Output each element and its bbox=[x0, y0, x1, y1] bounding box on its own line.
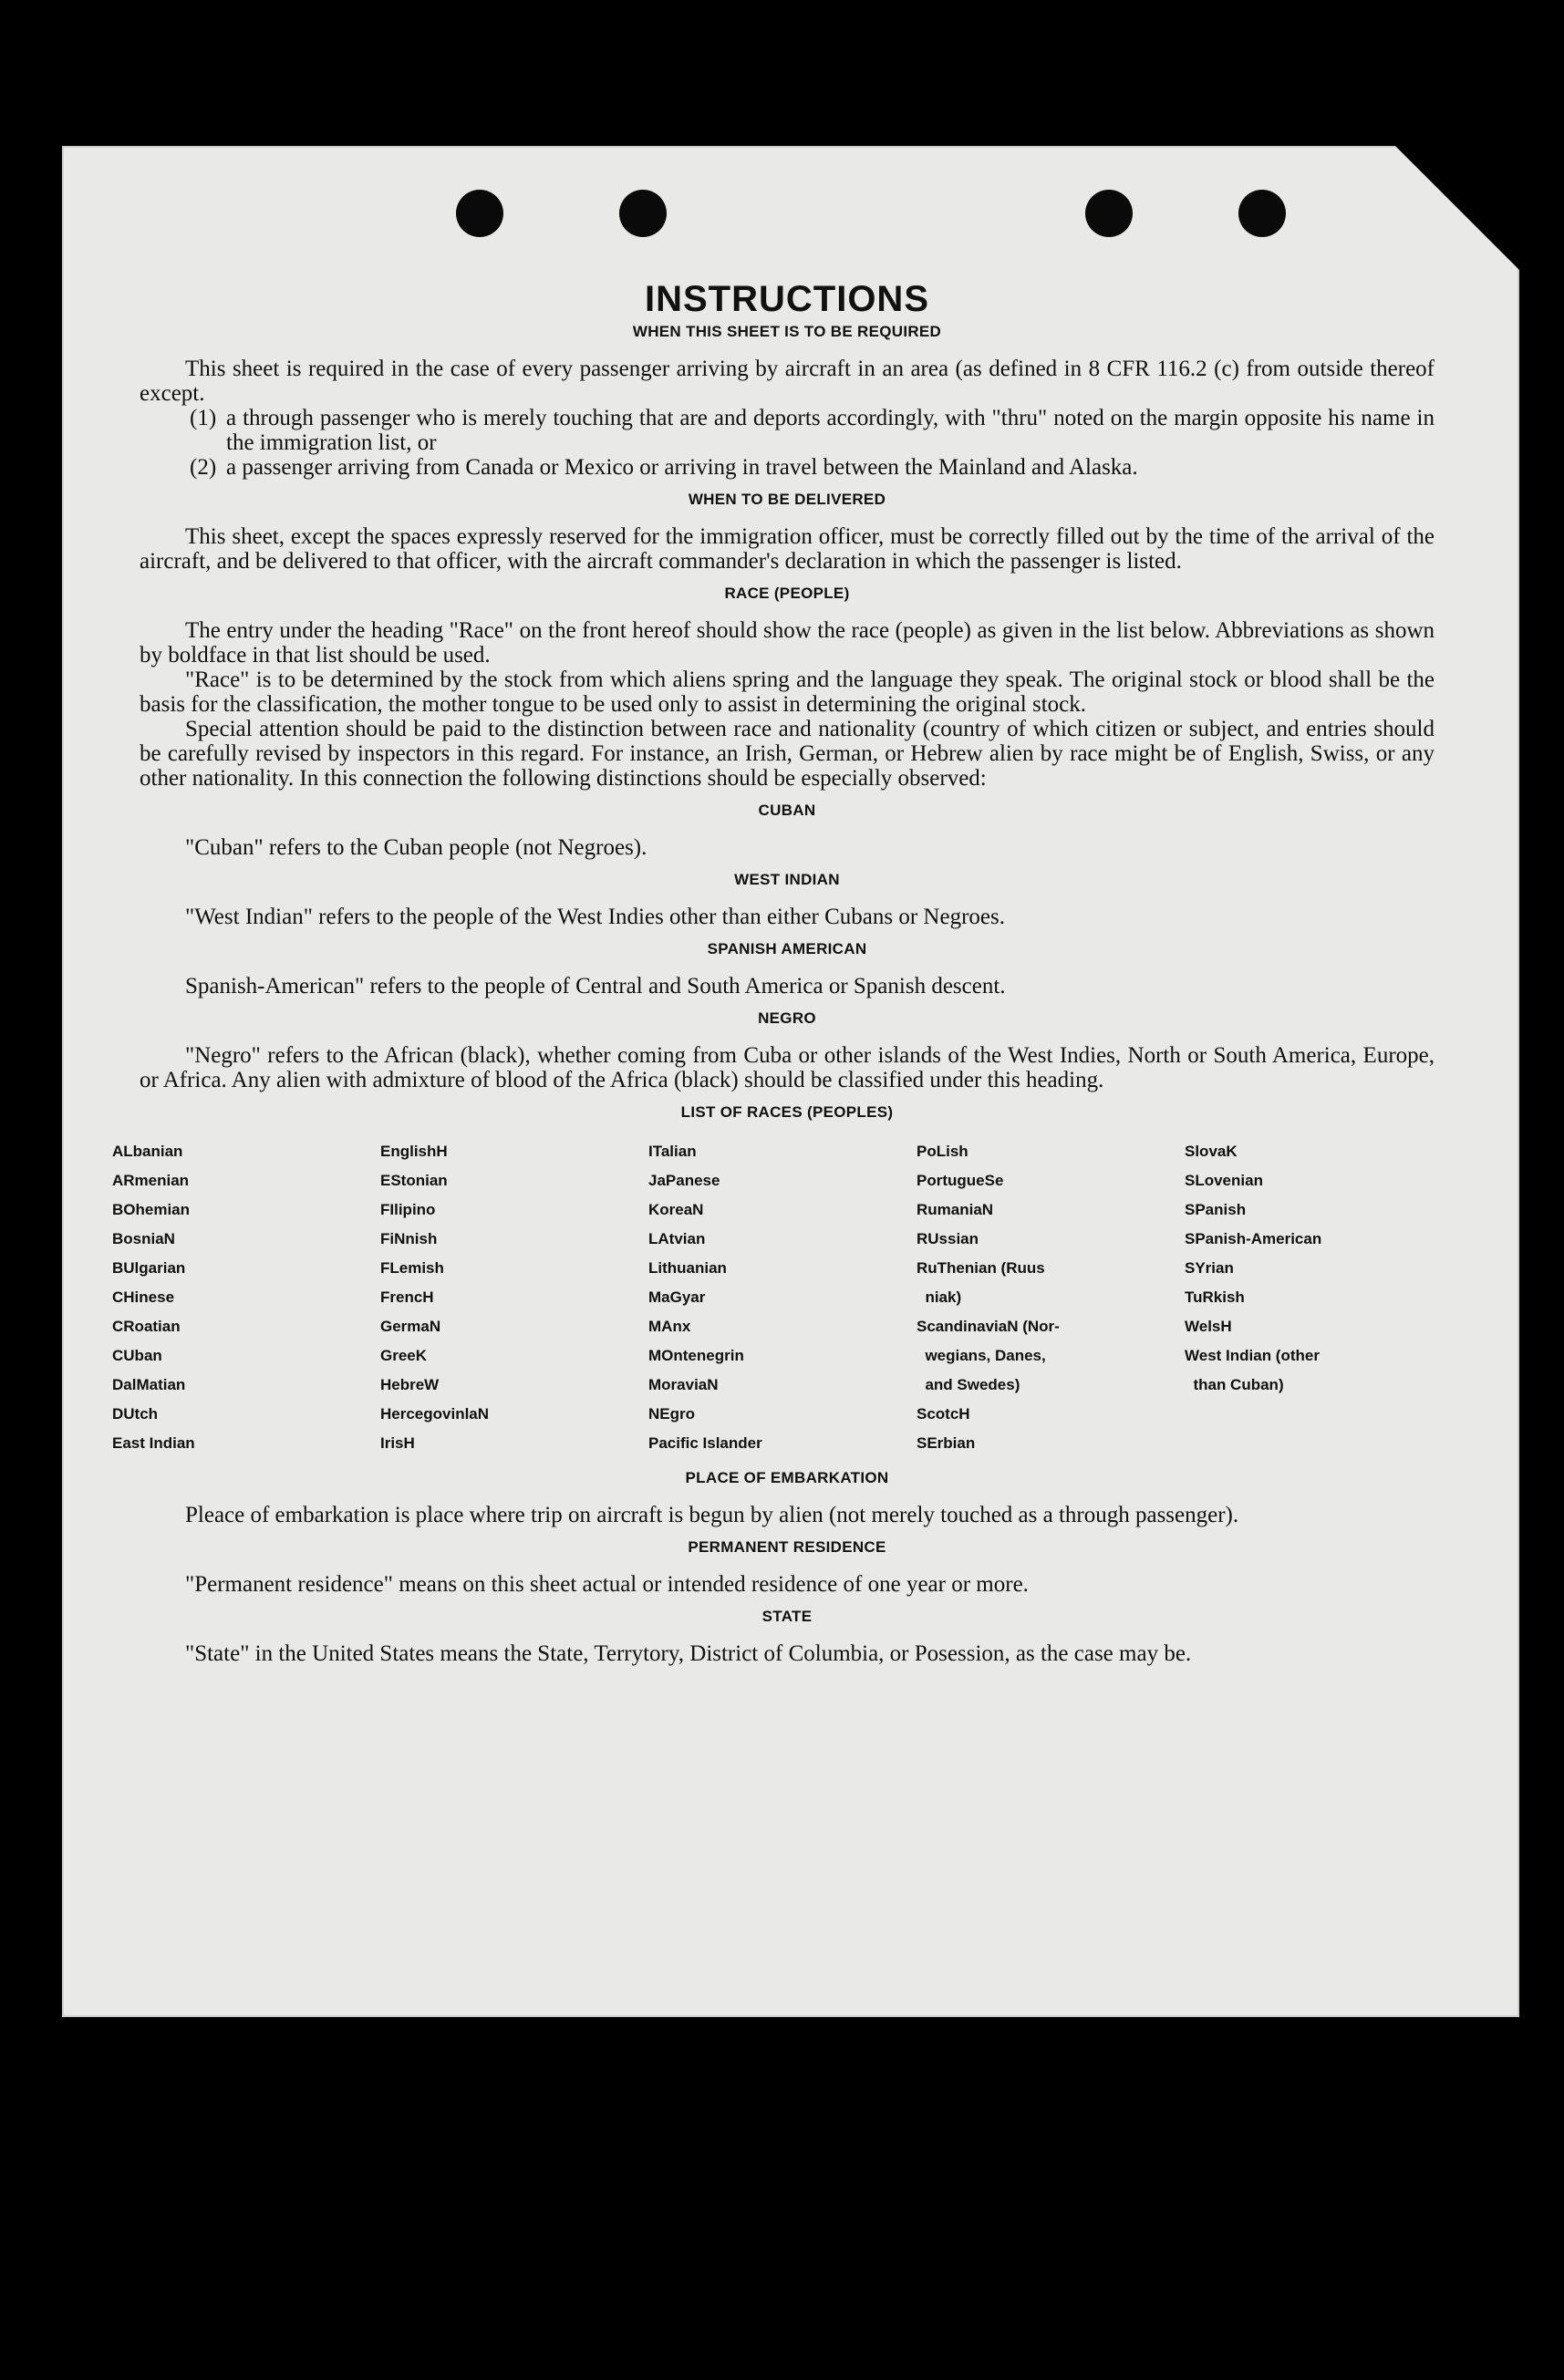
race-entry: PortugueSe bbox=[917, 1172, 1004, 1189]
paragraph-embarkation: Pleace of embarkation is place where trip on aircraft is begun by alien (not merely touched as a through passenger). bbox=[185, 1503, 1239, 1527]
race-entry: EStonian bbox=[380, 1172, 448, 1189]
race-entry: and Swedes) bbox=[917, 1376, 1020, 1393]
races-column bbox=[112, 1137, 380, 1458]
heading-place-of-embarkation: PLACE OF EMBARKATION bbox=[685, 1469, 889, 1486]
race-entry: NEgro bbox=[648, 1405, 695, 1423]
race-entry: ScotcH bbox=[917, 1405, 970, 1423]
race-entry: BUlgarian bbox=[112, 1259, 186, 1277]
paragraph-race-2: "Race" is to be determined by the stock from which aliens spring and the language they speak. The original stock or blood shall be the basis for the classification, the mother tongue to be used only to assist in determining the original stock. bbox=[140, 667, 1435, 717]
race-entry: KoreaN bbox=[648, 1201, 704, 1218]
race-entry: GreeK bbox=[380, 1347, 428, 1364]
punch-hole-icon bbox=[1238, 190, 1286, 237]
race-entry: LAtvian bbox=[648, 1230, 706, 1247]
race-entry: SLovenian bbox=[1185, 1172, 1263, 1189]
heading-when-delivered: WHEN TO BE DELIVERED bbox=[688, 491, 886, 508]
race-entry: TuRkish bbox=[1185, 1288, 1245, 1306]
race-entry: FLemish bbox=[380, 1259, 444, 1277]
race-entry: MaGyar bbox=[648, 1288, 706, 1306]
race-entry: FIlipino bbox=[380, 1201, 436, 1218]
race-entry: SErbian bbox=[917, 1434, 976, 1452]
races-column bbox=[917, 1137, 1185, 1458]
race-entry: FrencH bbox=[380, 1288, 434, 1306]
item-number: (2) bbox=[190, 455, 217, 480]
race-entry: RumaniaN bbox=[917, 1201, 994, 1218]
race-entry: FiNnish bbox=[380, 1230, 438, 1247]
race-entry: SlovaK bbox=[1185, 1143, 1238, 1160]
race-entry: EnglishH bbox=[380, 1143, 448, 1160]
paragraph-race-3: Special attention should be paid to the distinction between race and nationality (country of which citizen or subject, and entries should be carefully revised by inspectors in this regard. For instance, an Irish, German, or Hebrew alien by race might be of English, Swiss, or any other nationality. In this connection the following distinctions should be especially observed: bbox=[140, 717, 1435, 791]
race-entry: BOhemian bbox=[112, 1201, 191, 1218]
paragraph-negro: "Negro" refers to the African (black), whether coming from Cuba or other islands of the West Indies, North or South America, Europe, or Africa. Any alien with admixture of blood of the Africa (black) should be classified under this heading. bbox=[140, 1043, 1435, 1092]
folded-corner bbox=[1393, 144, 1521, 272]
heading-race: RACE (PEOPLE) bbox=[724, 585, 850, 602]
paragraph-race-1: The entry under the heading "Race" on the front hereof should show the race (people) as given in the list below. Abbreviations as shown by boldface in that list should be used. bbox=[140, 618, 1435, 667]
punch-hole-icon bbox=[619, 190, 667, 237]
race-entry: CRoatian bbox=[112, 1318, 181, 1335]
race-entry: RUssian bbox=[917, 1230, 979, 1247]
race-entry: HebreW bbox=[380, 1376, 440, 1393]
race-entry: Pacific Islander bbox=[648, 1434, 762, 1452]
race-entry: MAnx bbox=[648, 1318, 691, 1335]
race-entry: IrisH bbox=[380, 1434, 415, 1452]
race-entry: GermaN bbox=[380, 1318, 441, 1335]
races-column bbox=[380, 1137, 648, 1458]
paragraph-west-indian: "West Indian" refers to the people of the West Indies other than either Cubans or Negroes. bbox=[185, 905, 1005, 929]
heading-spanish-american: SPANISH AMERICAN bbox=[707, 940, 867, 957]
race-entry: HercegovinlaN bbox=[380, 1405, 490, 1423]
page-title: INSTRUCTIONS bbox=[645, 279, 929, 319]
race-entry: JaPanese bbox=[648, 1172, 720, 1189]
paragraph-state: "State" in the United States means the State, Terrytory, District of Columbia, or Posession, as the case may be. bbox=[185, 1641, 1192, 1666]
paragraph-residence: "Permanent residence" means on this sheet actual or intended residence of one year or more. bbox=[185, 1572, 1029, 1597]
punch-hole-icon bbox=[456, 190, 503, 237]
race-entry: CUban bbox=[112, 1347, 162, 1364]
race-entry: CHinese bbox=[112, 1288, 175, 1306]
paragraph-spanish-american: Spanish-American" refers to the people of Central and South America or Spanish descent. bbox=[185, 974, 1006, 999]
document-page bbox=[62, 146, 1519, 2017]
instructions-body bbox=[112, 279, 1435, 1666]
heading-state: STATE bbox=[761, 1608, 813, 1625]
races-table bbox=[112, 1137, 1453, 1458]
race-entry: ARmenian bbox=[112, 1172, 190, 1189]
paragraph-when-required: This sheet is required in the case of every passenger arriving by aircraft in an area (as defined in 8 CFR 116.2 (c) from outside thereof except. bbox=[140, 357, 1435, 406]
item-number: (1) bbox=[190, 406, 217, 430]
item-text: a through passenger who is merely touching that are and deports accordingly, with "thru" noted on the margin opposite his name in the immigration list, or bbox=[226, 406, 1435, 455]
race-entry: niak) bbox=[917, 1288, 962, 1306]
races-column bbox=[648, 1137, 917, 1458]
race-entry: SYrian bbox=[1185, 1259, 1234, 1277]
heading-negro: NEGRO bbox=[758, 1009, 816, 1027]
exception-item bbox=[190, 406, 1435, 455]
heading-west-indian: WEST INDIAN bbox=[734, 871, 840, 888]
heading-cuban: CUBAN bbox=[758, 802, 816, 819]
race-entry: SPanish bbox=[1185, 1201, 1247, 1218]
race-entry: ALbanian bbox=[112, 1143, 183, 1160]
heading-when-required: WHEN THIS SHEET IS TO BE REQUIRED bbox=[632, 323, 942, 340]
heading-list-of-races: LIST OF RACES (PEOPLES) bbox=[680, 1103, 894, 1121]
heading-permanent-residence: PERMANENT RESIDENCE bbox=[688, 1538, 886, 1556]
punch-hole-icon bbox=[1085, 190, 1133, 237]
race-entry: BosniaN bbox=[112, 1230, 175, 1247]
item-text: a passenger arriving from Canada or Mexico or arriving in travel between the Mainland and Alaska. bbox=[226, 455, 1138, 480]
race-entry: MOntenegrin bbox=[648, 1347, 744, 1364]
exception-item bbox=[190, 455, 1435, 480]
race-entry: MoraviaN bbox=[648, 1376, 719, 1393]
race-entry: West Indian (other bbox=[1185, 1347, 1320, 1364]
race-entry: SPanish-American bbox=[1185, 1230, 1322, 1247]
race-entry: Lithuanian bbox=[648, 1259, 727, 1277]
race-entry: DUtch bbox=[112, 1405, 159, 1423]
race-entry: wegians, Danes, bbox=[917, 1347, 1046, 1364]
race-entry: WelsH bbox=[1185, 1318, 1232, 1335]
races-column bbox=[1185, 1137, 1453, 1458]
race-entry: ScandinaviaN (Nor- bbox=[917, 1318, 1060, 1335]
race-entry: East Indian bbox=[112, 1434, 195, 1452]
paragraph-cuban: "Cuban" refers to the Cuban people (not Negroes). bbox=[185, 835, 647, 860]
race-entry: PoLish bbox=[917, 1143, 968, 1160]
race-entry: than Cuban) bbox=[1185, 1376, 1284, 1393]
race-entry: RuThenian (Ruus bbox=[917, 1259, 1045, 1277]
paragraph-when-delivered: This sheet, except the spaces expressly reserved for the immigration officer, must be correctly filled out by the time of the arrival of the aircraft, and be delivered to that officer, with the aircraft commander's declaration in which the passenger is listed. bbox=[140, 524, 1435, 574]
race-entry: DalMatian bbox=[112, 1376, 186, 1393]
race-entry: ITalian bbox=[648, 1143, 697, 1160]
